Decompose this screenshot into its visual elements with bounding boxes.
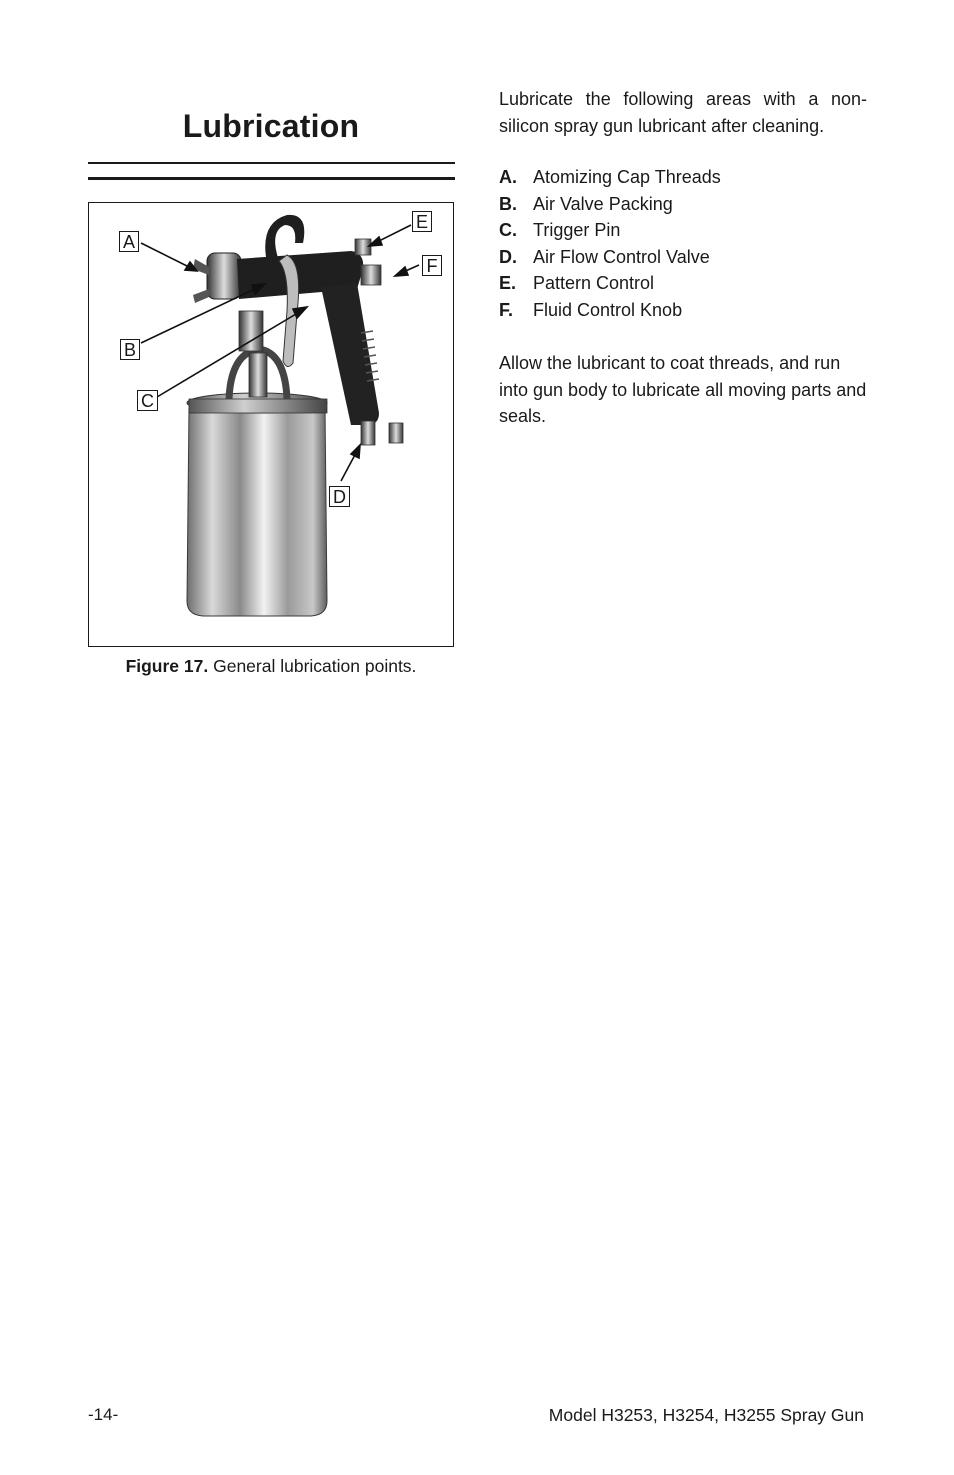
callout-b: B xyxy=(120,339,140,360)
instruction-paragraph: Allow the lubricant to coat threads, and run into gun body to lubricate all moving parts and seals. xyxy=(499,353,867,426)
callout-e: E xyxy=(412,211,432,232)
page-number: -14- xyxy=(88,1405,119,1424)
callout-a: A xyxy=(119,231,139,252)
list-item: D. Air Flow Control Valve xyxy=(499,246,710,267)
list-item: F. Fluid Control Knob xyxy=(499,299,683,320)
list-item: E. Pattern Control xyxy=(499,273,655,293)
figure-caption-label: Figure 17. xyxy=(125,656,209,676)
list-item: C. Trigger Pin xyxy=(499,220,621,240)
intro-paragraph: Lubricate the following areas with a non-silicon spray gun lubricant after cleaning. xyxy=(499,89,867,136)
figure-caption-text: General lubrication points. xyxy=(213,656,417,676)
figure-caption xyxy=(88,656,454,677)
title-rule-bottom xyxy=(88,177,455,180)
title-rule-top xyxy=(88,162,455,164)
callout-f: F xyxy=(422,255,442,276)
figure-17 xyxy=(88,202,454,647)
list-item: B. Air Valve Packing xyxy=(499,193,673,214)
lubrication-points-list xyxy=(499,164,869,323)
section-title: Lubrication xyxy=(182,108,360,144)
footer-model: Model H3253, H3254, H3255 Spray Gun xyxy=(548,1405,864,1425)
callout-c: C xyxy=(137,390,158,411)
list-item: A. Atomizing Cap Threads xyxy=(499,167,721,187)
callout-d: D xyxy=(329,486,350,507)
spray-gun-illustration xyxy=(89,203,453,646)
